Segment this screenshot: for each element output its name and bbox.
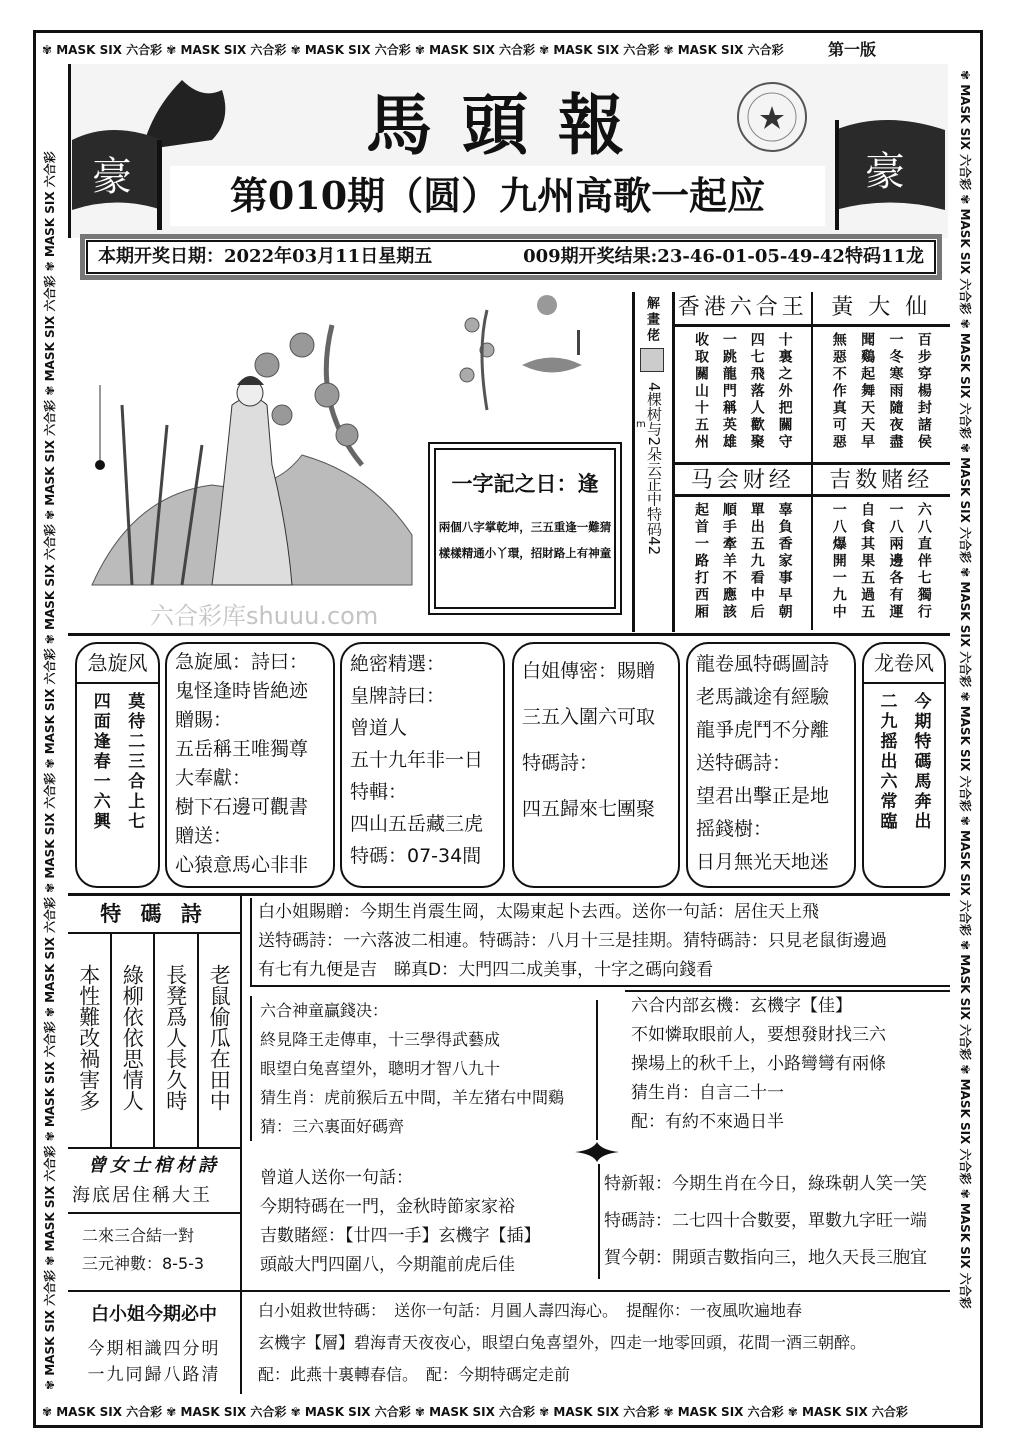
illustration-lady-garden	[72, 285, 422, 630]
text-line: 龍卷風特碼圖詩	[696, 653, 830, 675]
text-line: 龍爭虎鬥不分離	[696, 719, 830, 741]
flag-right-icon	[835, 120, 950, 230]
text-line: 鬼怪逢時皆絶迹	[175, 680, 309, 702]
text-line: 白小姐賜贈：今期生肖震生岡，太陽東起卜去西。送你一句話：居住天上飛	[258, 902, 819, 922]
text-line: 送特碼詩：一六落波二相連。特碼詩：八月十三是挂期。猜特碼詩：只見老鼠街邊過	[258, 931, 887, 951]
text-line: 送特碼詩：	[696, 752, 792, 774]
text-line: 三五入圍六可取	[522, 706, 656, 728]
text-line: 吉數賭經：【廿四一手】玄機字【插】	[260, 1226, 541, 1246]
grid-title-wongtaisin: 黃 大 仙	[813, 292, 951, 327]
puzzle-heading: 一字記之日：逢	[451, 471, 599, 496]
text-line: 終見降王走傳車，十三學得武藝成	[260, 1030, 501, 1049]
text-line: 特新報：今期生肖在今日，綠珠朝人笑一笑	[604, 1174, 927, 1194]
svg-text:豪: 豪	[92, 154, 132, 200]
text-line: 猜生肖：自言二十一	[631, 1083, 784, 1103]
panel-longjuanfeng: 龙卷风 今期特碼馬奔出 二九摇出六常臨	[862, 642, 946, 888]
svg-text:豪: 豪	[865, 149, 905, 195]
text-line: 贈賜：	[175, 709, 233, 731]
border-strip-bottom: ✾ MASK SIX 六合彩 ✾ MASK SIX 六合彩 ✾ MASK SIX 六合彩 ✾ MASK SIX 六合彩 ✾ MASK SIX 六合彩 ✾ MASK SIX 六合彩 ✾ MASK SIX 六合彩	[42, 1405, 908, 1419]
text-line: 曾道人送你一句話：	[260, 1168, 413, 1188]
text-line: 配：有約不來過日半	[631, 1112, 784, 1132]
text-line: 五岳稱王唯獨尊	[175, 738, 309, 760]
text-line: 日月無光天地迷	[696, 851, 830, 873]
zeng-line: 海底居住稱大王	[72, 1185, 212, 1206]
text-line: 特碼詩：二七四十合數要，單數九字旺一端	[604, 1211, 927, 1231]
text-line: 有七有九便是吉 睇真D：大門四二成美事，十字之碼向錢看	[258, 960, 714, 980]
text-line: 特碼：07-34間	[350, 845, 482, 867]
text-line: 猜：三六裏面好碼齊	[260, 1117, 405, 1136]
text-line: 曾道人	[350, 717, 408, 739]
grid-jockey: 辜負香家事早朝 單出五九看中后 順手牽羊不應該 起首一路打西厢	[675, 497, 813, 630]
issue-headline: 第010期（圆）九州高歌一起应	[170, 166, 825, 226]
side-mark: m	[636, 419, 646, 430]
text-line: 特碼詩：	[522, 752, 599, 774]
text-line: 四山五岳藏三虎	[350, 813, 484, 835]
text-line: 六合内部玄機：玄機字【佳】	[631, 996, 852, 1016]
text-line: 賀今朝：開頭吉數指向三，地久天長三胞宜	[604, 1248, 927, 1268]
text-line: 白小姐救世特碼： 送你一句話：月圓人壽四海心。 提醒你：一夜風吹遍地春	[258, 1301, 803, 1320]
section-bai-gift	[250, 898, 950, 987]
text-line: 心猿意馬心非非	[175, 854, 309, 876]
illustration-tree-tiger	[440, 290, 620, 430]
sanyuan-line-1: 二來三合結一對	[82, 1226, 195, 1245]
dragon-stamp-icon	[640, 348, 664, 372]
text-line: 六合神童贏錢决：	[260, 1001, 389, 1020]
grid-title-lucky: 吉数赌经	[813, 462, 951, 497]
panel-poem-3	[512, 642, 680, 888]
text-line: 老馬識途有經驗	[696, 686, 830, 708]
text-line: 四五歸來七團聚	[522, 798, 656, 820]
border-strip-right: ✾ MASK SIX 六合彩 ✾ MASK SIX 六合彩 ✾ MASK SIX 六合彩 ✾ MASK SIX 六合彩 ✾ MASK SIX 六合彩 ✾ MASK SIX 六合彩 ✾ MASK SIX 六合彩 ✾ MASK SIX 六合彩 ✾ MASK SIX 六合彩 ✾ MASK SIX 六合彩	[958, 70, 972, 1309]
section-zeng	[252, 1164, 592, 1280]
puzzle-side-text: 4棵树与2朵云正中特码42	[645, 382, 663, 556]
panel-poem-2	[340, 642, 505, 888]
section-shentong	[250, 996, 590, 1141]
last-draw-result: 009期开奖结果:23-46-01-05-49-42特码11龙	[523, 246, 924, 267]
watermark: 六合彩库shuuu.com	[150, 602, 379, 630]
text-line: 急旋風：詩曰：	[175, 651, 309, 673]
border-strip-top: ✾ MASK SIX 六合彩 ✾ MASK SIX 六合彩 ✾ MASK SIX 六合彩 ✾ MASK SIX 六合彩 ✾ MASK SIX 六合彩 ✾ MASK SIX 六合彩	[42, 43, 784, 57]
draw-date: 本期开奖日期：2022年03月11日星期五	[98, 246, 433, 267]
draw-info-bar	[86, 240, 936, 274]
zeng-title: 曾女士棺材詩	[88, 1155, 220, 1176]
grid-title-hk: 香港六合王	[675, 292, 813, 327]
text-line: 絶密精選：	[350, 653, 446, 675]
grid-hk: 十裏之外把關守 四七飛落人歡聚 一跳龍門稱英雄 收取關山十五州	[675, 327, 813, 462]
prediction-grids	[672, 292, 950, 632]
panel-poem-4	[686, 642, 856, 888]
border-strip-left: ✾ MASK SIX 六合彩 ✾ MASK SIX 六合彩 ✾ MASK SIX 六合彩 ✾ MASK SIX 六合彩 ✾ MASK SIX 六合彩 ✾ MASK SIX 六合彩 ✾ MASK SIX 六合彩 ✾ MASK SIX 六合彩 ✾ MASK SIX 六合彩 ✾ MASK SIX 六合彩	[43, 151, 57, 1390]
grid-title-jockey: 马会财经	[675, 462, 813, 497]
text-line: 贈送：	[175, 825, 233, 847]
text-line: 望君出擊正是地	[696, 785, 830, 807]
text-line: 特輯：	[350, 781, 408, 803]
text-line: 今期特碼在一門，金秋時節家家裕	[260, 1197, 515, 1217]
bai-title: 白小姐今期必中	[91, 1304, 217, 1325]
text-line: 皇牌詩曰：	[350, 685, 446, 707]
tmshi-title: 特 碼 詩	[68, 896, 240, 934]
text-line: 五十九年非一日	[350, 749, 484, 771]
bai-line-1: 今期相識四分明	[87, 1339, 221, 1359]
text-line: 摇錢樹：	[696, 818, 773, 840]
text-line: 樹下石邊可觀書	[175, 796, 309, 818]
ornament-diamond-icon	[575, 1142, 619, 1162]
left-column	[68, 896, 242, 1394]
puzzle-line-2: 樣樣精通小丫環，招財路上有神童	[438, 546, 612, 560]
text-line: 操場上的秋千上，小路彎彎有兩條	[631, 1054, 886, 1074]
puzzle-box	[428, 442, 622, 615]
text-line: 大奉獻：	[175, 767, 252, 789]
text-line: 不如憐取眼前人，要想發財找三六	[631, 1025, 886, 1045]
text-line: 配：此燕十裏轉春信。 配：今期特碼定走前	[258, 1365, 571, 1384]
text-line: 頭敲大門四圍八，今期龍前虎后佳	[260, 1255, 515, 1275]
panel-poem-1	[165, 642, 335, 888]
puzzle-side-label: 解畫佬	[644, 296, 659, 344]
edition-label: 第一版	[828, 40, 877, 59]
tmshi-columns: 本性難改禍害多 綠柳依依思情人 長凳爲人長久時 老鼠偷瓜在田中	[68, 934, 240, 1149]
section-texin	[602, 1166, 950, 1277]
text-line: 玄機字【層】碧海青天夜夜心，眼望白兔喜望外，四走一地零回頭，花間一酒三朝醉。	[258, 1333, 867, 1352]
grid-lucky: 六八直伴七獨行 一八兩邊各有運 自食其果五過五 一八爆開一九中	[830, 502, 932, 621]
puzzle-line-1: 兩個八字掌乾坤，三五重逢一難猜	[438, 520, 612, 534]
bai-line-2: 一九同歸八路清	[87, 1365, 221, 1385]
section-neibu	[625, 990, 950, 1137]
newspaper-title: 馬頭報	[366, 86, 654, 164]
sanyuan-numbers: 三元神數：8-5-3	[82, 1254, 205, 1273]
section-jiushi	[250, 1293, 950, 1393]
text-line: 眼望白兔喜望外，聰明才智八九十	[260, 1059, 501, 1078]
grid-wongtaisin: 百步穿楊封諸侯 一冬寒雨隨夜盡 聞鷄起舞天天早 無惡不作真可惡	[830, 332, 932, 451]
panel-jixuanfeng: 急旋风 莫待二三合上七 四面逢春一六興	[75, 642, 160, 888]
text-line: 猜生肖：虎前猴后五中間，羊左猪右中間鷄	[260, 1088, 565, 1107]
text-line: 白姐傳密：賜贈	[522, 660, 656, 682]
seal-stamp-icon	[735, 80, 810, 155]
